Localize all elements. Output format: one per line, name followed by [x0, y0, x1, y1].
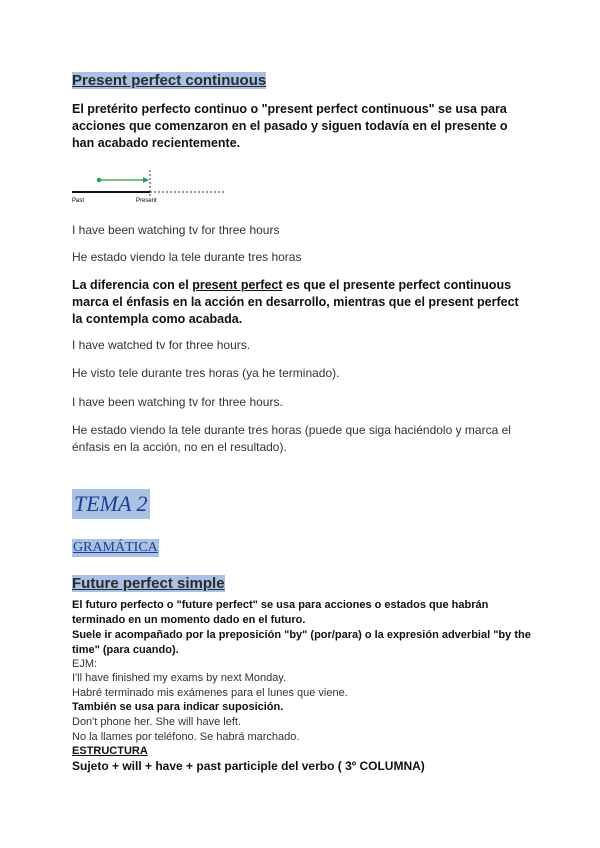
future-definition: El futuro perfecto o "future perfect" se usa para acciones o estados que habrán terminado en un momento dado en el futuro.	[72, 599, 489, 626]
example-2-en: I have been watching tv for three hours.	[72, 395, 283, 409]
example-1-es: He visto tele durante tres horas (ya he terminado).	[72, 366, 340, 380]
section-title-present-perfect-continuous: Present perfect continuous	[72, 72, 267, 89]
section-title-future-perfect-simple: Future perfect simple	[72, 575, 225, 592]
timeline-start-dot	[97, 178, 101, 182]
example-es: He estado viendo la tele durante tres horas	[72, 250, 302, 264]
ejm-label: EJM:	[72, 658, 98, 670]
arrow-head-icon	[143, 177, 149, 183]
structure-formula: Sujeto + will + have + past participle del verbo ( 3º COLUMNA)	[72, 759, 425, 773]
future-usage: Suele ir acompañado por la preposición "by" (por/para) o la expresión adverbial "by the time" (para cuando).	[72, 629, 531, 656]
future-example-1-es: Habré terminado mis exámenes para el lunes que viene.	[72, 687, 348, 699]
tema-heading: TEMA 2	[72, 489, 150, 519]
present-perfect-link[interactable]: present perfect	[192, 278, 283, 292]
difference-paragraph: La diferencia con el present perfect es que el presente perfect continuous marca el énfasis en la acción en desarrollo, mientras que el present perfect la contempla como acabada.	[72, 278, 519, 326]
definition-paragraph: El pretérito perfecto continuo o "present perfect continuous" se usa para acciones que comenzaron en el pasado y siguen todavía en el presente o han acabado recientemente.	[72, 102, 508, 150]
gramatica-heading: GRAMÁTICA	[73, 540, 158, 555]
timeline-past-label: Past	[72, 198, 85, 204]
example-1-en: I have watched tv for three hours.	[72, 338, 251, 352]
structure-label: ESTRUCTURA	[72, 745, 148, 757]
timeline-diagram	[72, 168, 232, 206]
future-example-1-en: I'll have finished my exams by next Monday.	[72, 672, 287, 684]
future-example-2-en: Don't phone her. She will have left.	[72, 716, 242, 728]
future-example-2-es: No la llames por teléfono. Se habrá marchado.	[72, 731, 300, 743]
timeline-present-label: Present	[136, 198, 157, 204]
example-en: I have been watching tv for three hours	[72, 223, 280, 237]
example-2-es: He estado viendo la tele durante tres horas (puede que siga haciéndolo y marca el énfasis en la acción, no en el resultado).	[72, 423, 511, 454]
supposition-note: También se usa para indicar suposición.	[72, 701, 284, 713]
